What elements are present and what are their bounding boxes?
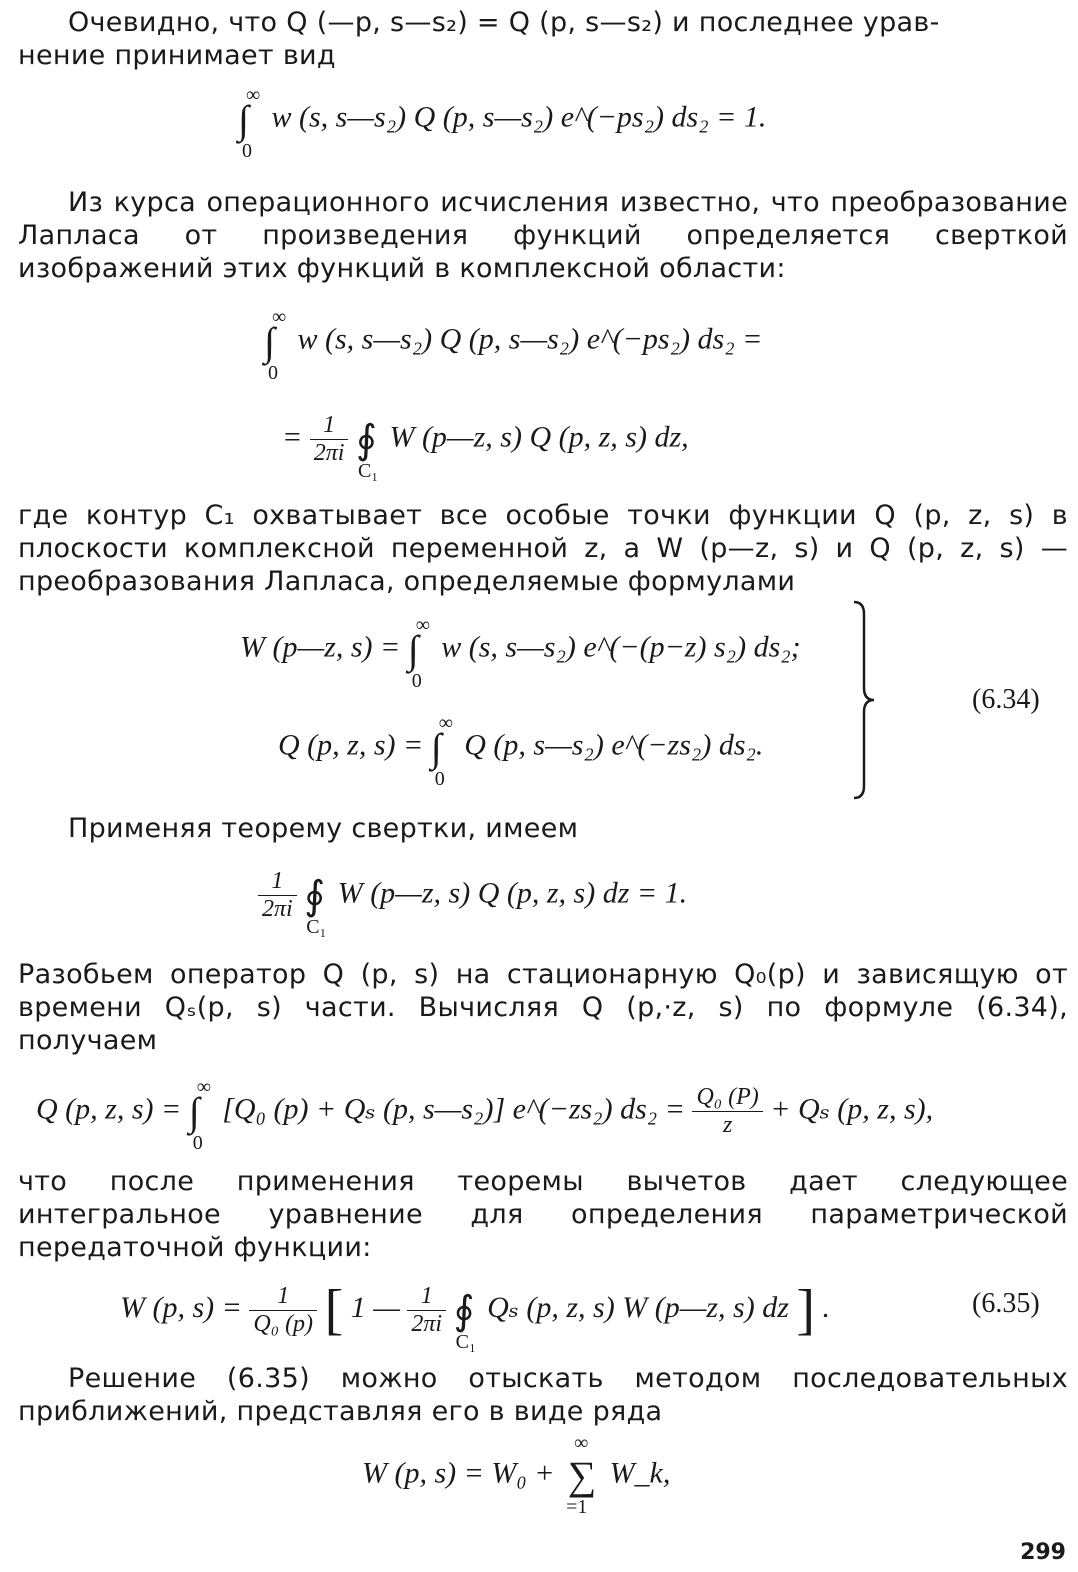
fraction-1-over-q0 (249, 1283, 317, 1338)
equation-3a-lhs: W (p—z, s) = (240, 630, 401, 664)
equals-sign: = (282, 420, 303, 454)
fraction-1-over-2pii (258, 868, 297, 923)
paragraph-7-text: Решение (6.35) можно отыскать методом последовательных приближений, представляя его в виде ряда (18, 1363, 1068, 1427)
equation-5-mid: [Q₀ (p) + Qₛ (p, s—s₂)] e^(−zs₂) ds₂ = (222, 1092, 685, 1126)
equation-6-inner-tail: Qₛ (p, z, s) W (p—z, s) dz (487, 1290, 789, 1324)
page-number: 299 (1020, 1540, 1066, 1565)
equation-2b-body: W (p—z, s) Q (p, z, s) dz, (389, 420, 689, 454)
equation-3b (278, 712, 764, 790)
fraction-denominator: 2πi (411, 1310, 443, 1337)
integral-sign: ∫ ∞ 0 (430, 712, 454, 790)
summation-upper-limit: ∞ (574, 1432, 589, 1454)
equation-3b-rhs: Q (p, s—s₂) e^(−zs₂) ds₂. (464, 728, 764, 762)
fraction-denominator: 2πi (262, 896, 293, 922)
fraction-q0-over-z (692, 1084, 762, 1139)
equation-5-tail: + Qₛ (p, z, s), (770, 1092, 934, 1126)
equation-number-6-34: (6.34) (972, 684, 1040, 715)
left-bracket-icon: [ (324, 1279, 344, 1341)
equation-6-end: . (822, 1290, 831, 1324)
paragraph-1 (18, 6, 1068, 72)
paragraph-5-text: Разобьем оператор Q (p, s) на стационарную Q₀(p) и зависящую от времени Qₛ(p, s) части. Вычисляя Q (p,·z, s) по формуле (6.34), получаем (18, 959, 1068, 1056)
integral-lower-limit: 0 (268, 362, 278, 384)
paragraph-5 (18, 958, 1068, 1057)
equation-7 (362, 1432, 671, 1518)
paragraph-4 (18, 812, 1068, 845)
contour-label: C₁ (306, 916, 327, 938)
summation-lower-limit: =1 (566, 1496, 588, 1518)
contour-integral-sign: ∮ C₁ (453, 1287, 476, 1353)
right-bracket-icon: ] (796, 1279, 816, 1341)
equation-4-body: W (p—z, s) Q (p, z, s) dz = 1. (337, 876, 688, 910)
contour-integral-sign: ∮ C₁ (304, 873, 327, 938)
fraction-denominator: z (722, 1112, 733, 1138)
equation-7-tail: W_k, (609, 1456, 671, 1490)
right-brace-icon (850, 600, 880, 800)
integral-lower-limit: 0 (242, 140, 252, 162)
integral-sign: ∫ ∞ 0 (407, 614, 431, 692)
fraction-numerator: 1 (310, 412, 349, 440)
equation-6-lhs: W (p, s) = (120, 1290, 242, 1324)
paragraph-1-line-1: Очевидно, что Q (—p, s—s₂) = Q (p, s—s₂) и последнее урав- (68, 7, 940, 38)
fraction-numerator: 1 (249, 1283, 317, 1311)
equation-7-lhs: W (p, s) = W₀ + (362, 1456, 555, 1490)
equation-2a-body: w (s, s—s₂) Q (p, s—s₂) e^(−ps₂) ds₂ = (297, 322, 763, 356)
equation-3a-rhs: w (s, s—s₂) e^(−(p−z) s₂) ds₂; (441, 630, 801, 664)
contour-label: C₁ (357, 460, 379, 482)
integral-sign: ∫ ∞ 0 (238, 84, 261, 162)
integral-upper-limit: ∞ (246, 84, 261, 106)
integral-lower-limit: 0 (434, 768, 445, 790)
fraction-numerator: Q₀ (P) (692, 1084, 762, 1112)
equation-6-inner-head: 1 — (350, 1290, 400, 1324)
fraction-denominator: 2πi (313, 440, 345, 466)
integral-upper-limit: ∞ (438, 712, 454, 734)
paragraph-6-text: что после применения теоремы вычетов дает следующее интегральное уравнение для определения параметрической передаточной функции: (18, 1166, 1068, 1263)
fraction-numerator: 1 (407, 1283, 446, 1311)
integral-lower-limit: 0 (192, 1132, 203, 1154)
equation-5 (36, 1076, 934, 1154)
equation-3a (240, 614, 801, 692)
fraction-1-over-2pii (310, 412, 349, 467)
fraction-numerator: 1 (258, 868, 297, 896)
fraction-1-over-2pii (407, 1283, 446, 1338)
equation-2a (264, 306, 763, 384)
equation-1 (238, 84, 767, 162)
paragraph-2-text: Из курса операционного исчисления известно, что преобразование Лапласа от произведения функций определяется сверткой изображений этих функций в комплексной области: (18, 187, 1068, 284)
paragraph-6 (18, 1165, 1068, 1264)
paragraph-3 (18, 499, 1068, 598)
contour-integral-sign: ∮ C₁ (355, 417, 379, 482)
integral-upper-limit: ∞ (415, 614, 431, 636)
paragraph-2 (18, 186, 1068, 285)
paragraph-4-text: Применяя теорему свертки, имеем (68, 813, 579, 844)
summation-sign: ∑ ∞ =1 (566, 1432, 597, 1518)
integral-upper-limit: ∞ (272, 306, 287, 328)
paragraph-3-text: где контур C₁ охватывает все особые точки функции Q (p, z, s) в плоскости комплексной переменной z, а W (p—z, s) и Q (p, z, s) — преобразования Лапласа, определяемые формулами (18, 500, 1068, 597)
integral-sign: ∫ ∞ 0 (264, 306, 287, 384)
equation-5-lhs: Q (p, z, s) = (36, 1092, 182, 1126)
integral-sign: ∫ ∞ 0 (188, 1076, 212, 1154)
equation-number-6-35: (6.35) (972, 1288, 1040, 1319)
equation-4 (258, 868, 688, 938)
paragraph-7 (18, 1362, 1068, 1428)
equation-6 (120, 1278, 831, 1353)
integral-upper-limit: ∞ (196, 1076, 212, 1098)
paragraph-1-line-2: нение принимает вид (18, 40, 336, 71)
contour-label: C₁ (455, 1330, 476, 1353)
equation-1-body: w (s, s—s₂) Q (p, s—s₂) e^(−ps₂) ds₂ = 1. (271, 100, 767, 134)
equation-2b (282, 412, 689, 482)
fraction-denominator: Q₀ (p) (253, 1310, 314, 1337)
equation-3b-lhs: Q (p, z, s) = (278, 728, 424, 762)
integral-lower-limit: 0 (411, 670, 422, 692)
